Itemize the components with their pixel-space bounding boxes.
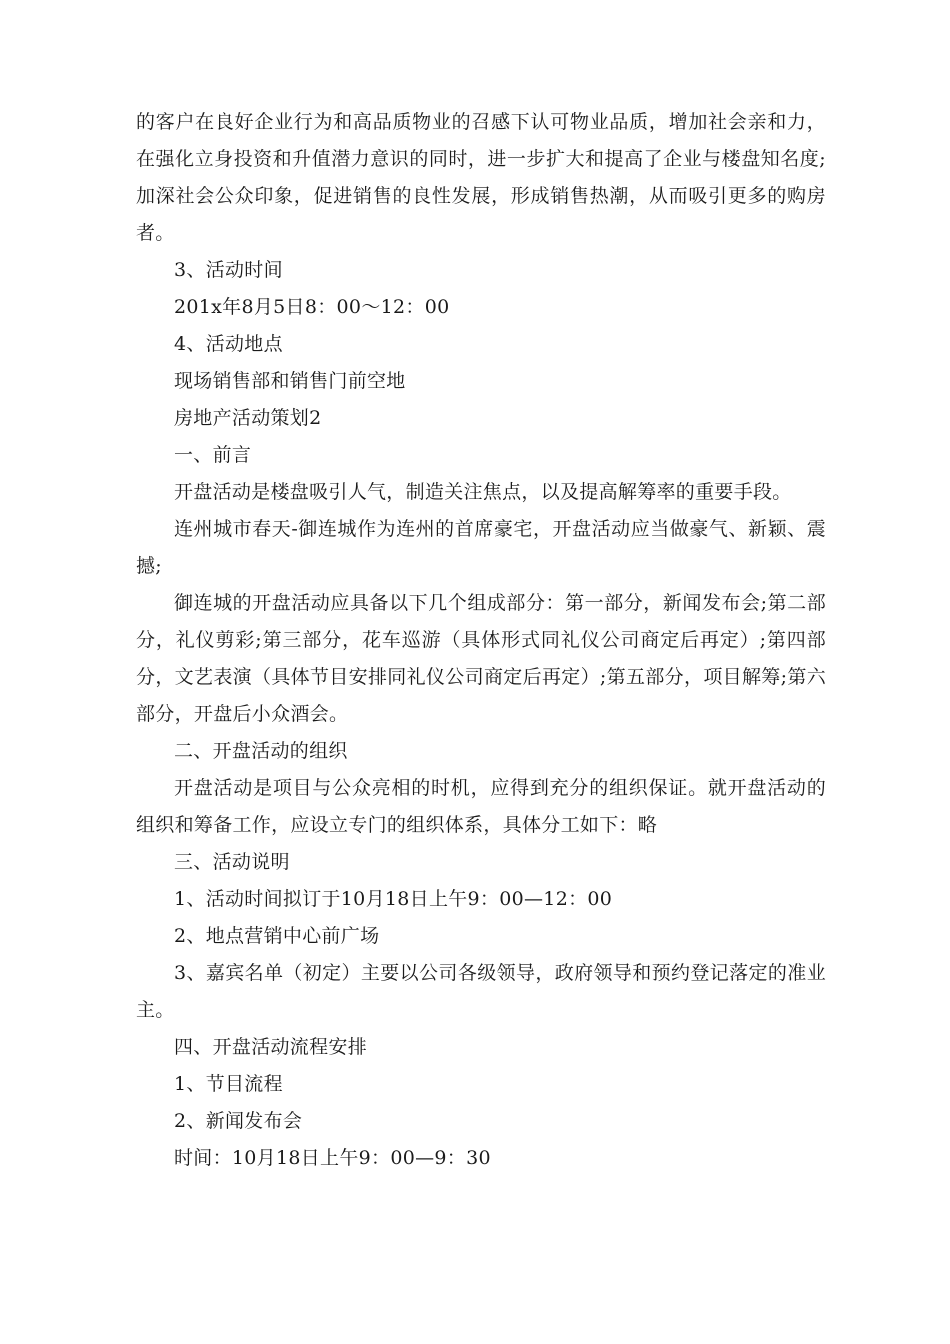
paragraph-program-flow: 1、节目流程 — [174, 1073, 283, 1095]
document-body — [136, 104, 826, 1177]
paragraph-guest-list: 3、嘉宾名单（初定）主要以公司各级领导，政府领导和预约登记落定的准业主。 — [136, 962, 826, 1021]
paragraph-press-conference: 2、新闻发布会 — [174, 1110, 303, 1132]
paragraph-project-positioning: 连州城市春天-御连城作为连州的首席豪宅，开盘活动应当做豪气、新颖、震撼; — [136, 518, 826, 577]
paragraph-preface: 开盘活动是楼盘吸引人气，制造关注焦点，以及提高解筹率的重要手段。 — [174, 481, 792, 503]
section-heading-activity-location: 4、活动地点 — [174, 333, 283, 355]
paragraph-activity-location: 现场销售部和销售门前空地 — [174, 370, 406, 392]
paragraph-activity-components: 御连城的开盘活动应具备以下几个组成部分：第一部分，新闻发布会;第二部分，礼仪剪彩;第三部分，花车巡游（具体形式同礼仪公司商定后再定）;第四部分，文艺表演（具体节目安排同礼仪公司商定后再定）;第五部分，项目解筹;第六部分，开盘后小众酒会。 — [136, 592, 826, 725]
document-title-2: 房地产活动策划2 — [174, 407, 322, 429]
paragraph-intro-continuation: 的客户在良好企业行为和高品质物业的召感下认可物业品质，增加社会亲和力，在强化立身投资和升值潜力意识的同时，进一步扩大和提高了企业与楼盘知名度;加深社会公众印象，促进销售的良性发展，形成销售热潮，从而吸引更多的购房者。 — [136, 111, 826, 244]
paragraph-press-conference-time: 时间：10月18日上午9：00—9：30 — [174, 1147, 491, 1169]
section-heading-activity-time: 3、活动时间 — [174, 259, 283, 281]
section-heading-activity-description: 三、活动说明 — [174, 851, 290, 873]
section-heading-process: 四、开盘活动流程安排 — [174, 1036, 368, 1058]
section-heading-preface: 一、前言 — [174, 444, 252, 466]
paragraph-organization: 开盘活动是项目与公众亮相的时机，应得到充分的组织保证。就开盘活动的组织和筹备工作，应设立专门的组织体系，具体分工如下：略 — [136, 777, 826, 836]
paragraph-activity-schedule: 1、活动时间拟订于10月18日上午9：00—12：00 — [174, 888, 613, 910]
section-heading-organization: 二、开盘活动的组织 — [174, 740, 348, 762]
paragraph-activity-time: 201x年8月5日8：00～12：00 — [174, 296, 450, 318]
paragraph-activity-venue: 2、地点营销中心前广场 — [174, 925, 380, 947]
